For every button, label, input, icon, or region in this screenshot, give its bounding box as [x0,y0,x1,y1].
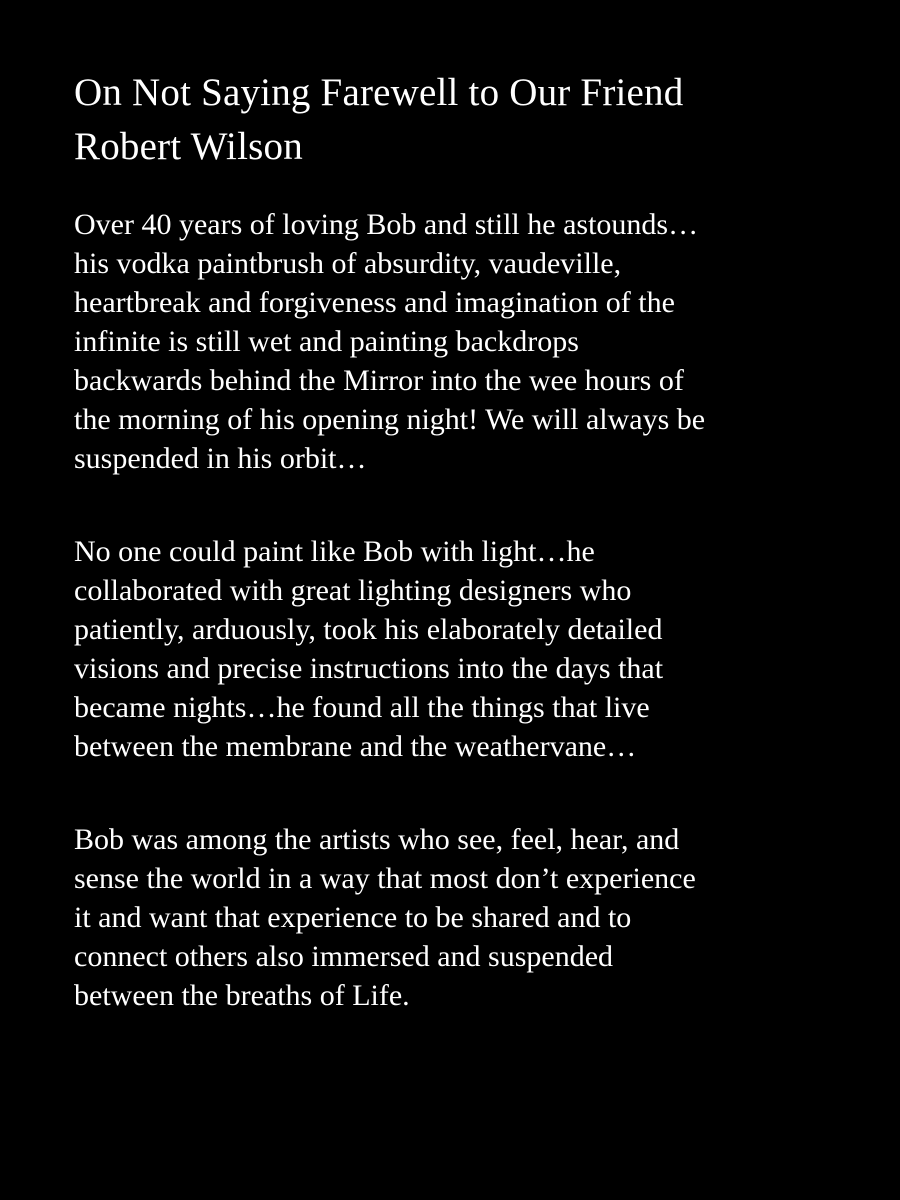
paragraph-1 [74,205,864,478]
title-line-2: Robert Wilson [74,125,303,168]
paragraph-line: between the breaths of Life. [74,979,410,1012]
paragraph-line: heartbreak and forgiveness and imagination of the [74,286,675,319]
paragraph-2 [74,532,864,766]
title-line-1: On Not Saying Farewell to Our Friend [74,71,684,114]
document-title [74,66,864,174]
paragraph-line: patiently, arduously, took his elaborately detailed [74,613,663,646]
paragraph-line: it and want that experience to be shared and to [74,901,632,934]
paragraph-line: infinite is still wet and painting backdrops [74,325,579,358]
paragraph-line: the morning of his opening night! We will always be [74,403,706,436]
paragraph-line: his vodka paintbrush of absurdity, vaudeville, [74,247,622,280]
paragraph-line: backwards behind the Mirror into the wee hours of [74,364,684,397]
paragraph-line: No one could paint like Bob with light…he [74,535,595,568]
paragraph-line: visions and precise instructions into the days that [74,652,664,685]
paragraph-3 [74,820,864,1015]
paragraph-line: became nights…he found all the things that live [74,691,650,724]
paragraph-line: Over 40 years of loving Bob and still he astounds… [74,208,699,241]
paragraph-line: sense the world in a way that most don’t experience [74,862,696,895]
paragraph-line: suspended in his orbit… [74,442,367,475]
document-body [74,205,864,1015]
paragraph-line: connect others also immersed and suspended [74,940,614,973]
paragraph-line: Bob was among the artists who see, feel, hear, and [74,823,680,856]
paragraph-line: between the membrane and the weathervane… [74,730,637,763]
document-page [74,66,864,1015]
paragraph-line: collaborated with great lighting designers who [74,574,632,607]
